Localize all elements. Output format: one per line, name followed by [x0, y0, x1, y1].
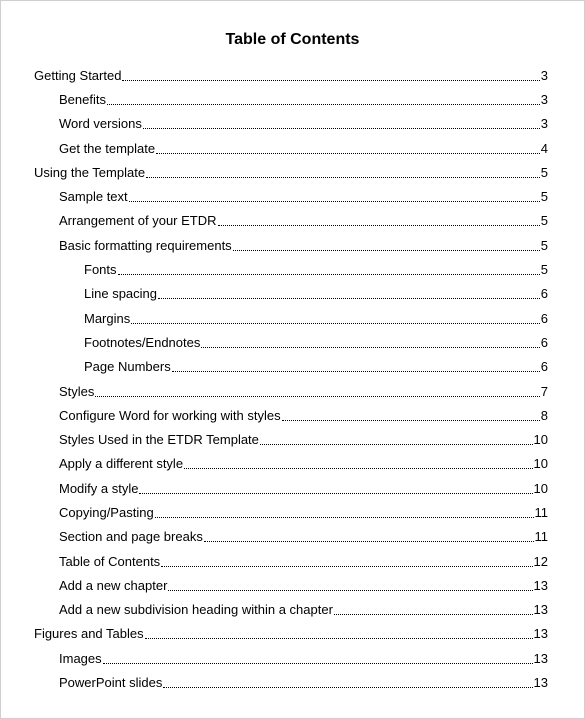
toc-page-number: 10 — [533, 480, 548, 496]
toc-entry[interactable] — [1, 136, 585, 160]
toc-dot-leader — [118, 273, 540, 275]
toc-entry-text: Arrangement of your ETDR — [59, 213, 217, 229]
toc-entry[interactable] — [1, 598, 585, 622]
toc-list — [1, 63, 585, 695]
toc-page-number: 4 — [540, 140, 548, 156]
toc-dot-leader — [184, 467, 532, 469]
toc-entry-text: Sample text — [59, 189, 128, 205]
toc-page-number: 5 — [540, 237, 548, 253]
toc-page-number: 3 — [540, 67, 548, 83]
toc-entry-text: Get the template — [59, 140, 156, 156]
toc-entry-text: Apply a different style — [59, 456, 184, 472]
toc-dot-leader — [260, 443, 533, 445]
toc-page-number: 13 — [533, 626, 548, 642]
toc-dot-leader — [156, 152, 540, 154]
toc-entry-text: Margins — [84, 310, 131, 326]
toc-entry-text: Styles Used in the ETDR Template — [59, 432, 259, 448]
toc-dot-leader — [163, 686, 532, 688]
toc-entry-text: Copying/Pasting — [59, 504, 154, 520]
toc-page-number: 3 — [540, 116, 548, 132]
toc-page-number: 13 — [533, 602, 548, 618]
toc-entry[interactable] — [1, 282, 585, 306]
toc-entry[interactable] — [1, 160, 585, 184]
toc-entry[interactable] — [1, 452, 585, 476]
toc-dot-leader — [218, 224, 540, 226]
toc-entry-text: Fonts — [84, 262, 117, 278]
toc-entry-text: Images — [59, 650, 102, 666]
toc-page-number: 5 — [540, 164, 548, 180]
toc-page-number: 5 — [540, 189, 548, 205]
toc-page-number: 6 — [540, 286, 548, 302]
toc-dot-leader — [233, 249, 540, 251]
toc-page-number: 13 — [533, 650, 548, 666]
toc-entry[interactable] — [1, 573, 585, 597]
toc-dot-leader — [139, 492, 532, 494]
toc-page-number: 10 — [533, 432, 548, 448]
toc-page-number: 12 — [533, 553, 548, 569]
toc-entry[interactable] — [1, 670, 585, 694]
toc-dot-leader — [107, 103, 540, 105]
toc-page-number: 6 — [540, 334, 548, 350]
toc-entry-text: Modify a style — [59, 480, 139, 496]
toc-entry[interactable] — [1, 622, 585, 646]
toc-entry[interactable] — [1, 355, 585, 379]
toc-entry[interactable] — [1, 646, 585, 670]
toc-page-number: 11 — [534, 529, 548, 545]
toc-page-number: 10 — [533, 456, 548, 472]
toc-entry[interactable] — [1, 63, 585, 87]
toc-entry-text: Footnotes/Endnotes — [84, 334, 201, 350]
toc-entry[interactable] — [1, 525, 585, 549]
toc-entry-text: Using the Template — [34, 164, 146, 180]
toc-entry[interactable] — [1, 184, 585, 208]
toc-dot-leader — [334, 613, 533, 615]
toc-page-number: 5 — [540, 213, 548, 229]
toc-entry[interactable] — [1, 549, 585, 573]
toc-entry[interactable] — [1, 112, 585, 136]
toc-entry[interactable] — [1, 476, 585, 500]
toc-dot-leader — [129, 200, 540, 202]
toc-entry[interactable] — [1, 427, 585, 451]
toc-entry-text: PowerPoint slides — [59, 675, 163, 691]
toc-entry-text: Configure Word for working with styles — [59, 407, 281, 423]
toc-dot-leader — [168, 589, 532, 591]
toc-dot-leader — [282, 419, 540, 421]
toc-page-number: 8 — [540, 407, 548, 423]
toc-title: Table of Contents — [225, 31, 360, 48]
toc-entry-text: Add a new subdivision heading within a chapter — [59, 602, 333, 618]
toc-dot-leader — [161, 565, 532, 567]
toc-page-number: 3 — [540, 91, 548, 107]
toc-dot-leader — [103, 662, 533, 664]
toc-entry[interactable] — [1, 403, 585, 427]
toc-dot-leader — [143, 127, 540, 129]
toc-entry[interactable] — [1, 500, 585, 524]
toc-page-number: 13 — [533, 577, 548, 593]
toc-dot-leader — [145, 637, 533, 639]
toc-entry[interactable] — [1, 257, 585, 281]
toc-entry-text: Getting Started — [34, 67, 122, 83]
toc-dot-leader — [155, 516, 534, 518]
toc-page-number: 6 — [540, 310, 548, 326]
toc-page-number: 11 — [534, 504, 548, 520]
toc-page-number: 6 — [540, 359, 548, 375]
toc-page-number: 7 — [540, 383, 548, 399]
toc-entry[interactable] — [1, 379, 585, 403]
toc-dot-leader — [131, 322, 540, 324]
toc-entry[interactable] — [1, 87, 585, 111]
toc-dot-leader — [146, 176, 540, 178]
toc-dot-leader — [158, 297, 540, 299]
toc-entry[interactable] — [1, 330, 585, 354]
toc-entry-text: Figures and Tables — [34, 626, 144, 642]
toc-page-number: 5 — [540, 262, 548, 278]
toc-dot-leader — [95, 395, 539, 397]
toc-dot-leader — [172, 370, 540, 372]
toc-entry-text: Add a new chapter — [59, 577, 168, 593]
toc-entry[interactable] — [1, 209, 585, 233]
toc-entry-text: Word versions — [59, 116, 142, 132]
toc-entry-text: Table of Contents — [59, 553, 161, 569]
toc-entry-text: Line spacing — [84, 286, 157, 302]
toc-dot-leader — [122, 79, 539, 81]
toc-entry-text: Section and page breaks — [59, 529, 203, 545]
toc-dot-leader — [201, 346, 539, 348]
toc-entry[interactable] — [1, 233, 585, 257]
toc-entry[interactable] — [1, 306, 585, 330]
toc-entry-text: Basic formatting requirements — [59, 237, 232, 253]
toc-page-number: 13 — [533, 675, 548, 691]
toc-entry-text: Benefits — [59, 91, 106, 107]
toc-entry-text: Styles — [59, 383, 95, 399]
toc-entry-text: Page Numbers — [84, 359, 171, 375]
toc-dot-leader — [204, 540, 534, 542]
